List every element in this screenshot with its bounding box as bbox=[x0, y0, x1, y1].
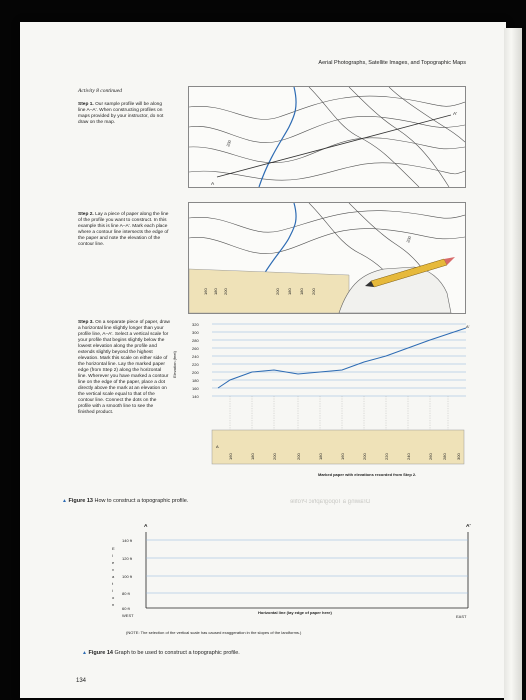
step-2-body: Lay a piece of paper along the line of the profile you want to construct. In this example this is line A–A′. Mark each place where a contour line intersects the edge of the paper and note the elevation of the contour line. bbox=[78, 212, 169, 247]
strip-mark: 240 bbox=[406, 453, 411, 460]
figure-13-y-ticks bbox=[192, 322, 199, 399]
figure-14-grid bbox=[146, 540, 468, 593]
strip-mark: 180 bbox=[287, 288, 292, 295]
y-axis-letter: t bbox=[112, 581, 114, 586]
y-tick: 220 bbox=[192, 362, 199, 367]
figure-13-grid bbox=[212, 324, 466, 396]
activity-title: Activity 8 continued bbox=[78, 88, 122, 94]
strip-mark: 260 bbox=[428, 453, 433, 460]
caption-triangle-icon: ▲ bbox=[82, 650, 87, 656]
figure-14-baseline-label: Horizontal line (lay edge of paper here) bbox=[258, 610, 332, 615]
show-through-text: Drawing a Topographic Profile bbox=[290, 499, 370, 505]
strip-mark: 200 bbox=[362, 453, 367, 460]
figure-14-east-label: EAST bbox=[456, 614, 467, 619]
strip-mark: 200 bbox=[223, 288, 228, 295]
y-axis-letter: E bbox=[112, 546, 115, 551]
figure-13-strip-caption: Marked paper with elevations recorded from Step 2. bbox=[318, 472, 417, 477]
y-tick: 160 bbox=[192, 386, 199, 391]
step-2-label: Step 2. bbox=[78, 212, 94, 217]
figure-13-point-a-prime: A′ bbox=[466, 324, 470, 329]
strip-mark: 280 bbox=[442, 453, 447, 460]
strip-mark: 160 bbox=[228, 453, 233, 460]
figure-13-point-a: A bbox=[216, 444, 219, 449]
figure-14-caption-label: Figure 14 bbox=[88, 650, 113, 656]
y-tick: 140 ft bbox=[122, 538, 133, 543]
y-axis-letter: a bbox=[112, 574, 115, 579]
step-1-text bbox=[78, 102, 170, 126]
y-tick: 180 bbox=[192, 378, 199, 383]
figure-13-caption-text: How to construct a topographic profile. bbox=[94, 498, 189, 504]
strip-mark: 180 bbox=[299, 288, 304, 295]
strip-mark: 200 bbox=[311, 288, 316, 295]
figure-14-y-ticks bbox=[122, 538, 133, 611]
figure-13-caption-label: Figure 13 bbox=[68, 498, 93, 504]
caption-triangle-icon: ▲ bbox=[62, 498, 67, 504]
map-step-1 bbox=[188, 86, 466, 188]
map-1-svg bbox=[189, 87, 465, 187]
hand-with-pencil-illustration bbox=[339, 257, 455, 313]
y-axis-letter: o bbox=[112, 595, 115, 600]
step-3-text bbox=[78, 320, 170, 416]
y-tick: 300 bbox=[192, 330, 199, 335]
page-number: 134 bbox=[76, 678, 87, 684]
figure-14-graph bbox=[58, 500, 478, 640]
figure-14-point-a: A bbox=[144, 524, 148, 529]
y-axis-letter: l bbox=[112, 553, 113, 558]
strip-mark: 200 bbox=[275, 288, 280, 295]
strip-mark: 180 bbox=[250, 453, 255, 460]
y-tick: 80 ft bbox=[122, 591, 130, 596]
step-3-label: Step 3. bbox=[78, 320, 94, 325]
figure-14-point-a-prime: A′ bbox=[466, 524, 471, 529]
strip-mark: 300 bbox=[456, 453, 461, 460]
map-1-point-a: A bbox=[211, 182, 215, 187]
strip-mark: 200 bbox=[272, 453, 277, 460]
y-tick: 200 bbox=[192, 370, 199, 375]
figure-14-y-axis-title bbox=[112, 546, 115, 607]
figure-13-y-axis-title: Elevation (feet) bbox=[172, 351, 177, 378]
contour-lines bbox=[189, 87, 465, 187]
step-1-body: Our sample profile will be along line A–A′. When constructing profiles on maps provided by your instructor, do not draw on the map. bbox=[78, 102, 164, 125]
figure-13-profile-line bbox=[218, 328, 466, 388]
textbook-page bbox=[20, 22, 506, 698]
strip-mark: 220 bbox=[384, 453, 389, 460]
map-2-svg bbox=[189, 203, 465, 313]
figure-14-note: (NOTE: The selection of the vertical scale has caused exaggeration in the slopes of the landforms.) bbox=[126, 630, 302, 635]
figure-14-west-label: WEST bbox=[122, 613, 134, 618]
strip-mark: 180 bbox=[318, 453, 323, 460]
map-1-contour-label: 200 bbox=[225, 139, 233, 148]
strip-mark: 200 bbox=[296, 453, 301, 460]
y-tick: 140 bbox=[192, 394, 199, 399]
strip-mark: 160 bbox=[340, 453, 345, 460]
figure-14-caption-text: Graph to be used to construct a topographic profile. bbox=[114, 650, 240, 656]
y-tick: 280 bbox=[192, 338, 199, 343]
y-tick: 320 bbox=[192, 322, 199, 327]
stream-line-2 bbox=[259, 203, 296, 283]
step-2-text bbox=[78, 212, 170, 248]
y-tick: 100 ft bbox=[122, 574, 133, 579]
y-axis-letter: v bbox=[112, 567, 114, 572]
y-tick: 60 ft bbox=[122, 606, 130, 611]
step-3-body: On a separate piece of paper, draw a horizontal line slightly longer than your profile line, A–A′. Select a vertical scale for your profile that begins slightly below the lowest elevation along the profile and extends slightly beyond the highest elevation. Mark this scale on either side of the horizontal line. Lay the marked paper edge (from Step 2) along the horizontal line. Wherever you have marked a contour line on the edge of the paper, place a dot directly above the mark at an elevation on the vertical scale equal to that of the contour line. Connect the dots on the profile with a smooth line to see the finished product. bbox=[78, 320, 171, 415]
running-header: Aerial Photographs, Satellite Images, and Topographic Maps bbox=[318, 60, 466, 66]
y-axis-letter: i bbox=[112, 588, 113, 593]
map-2-contour-label: 200 bbox=[405, 235, 413, 244]
y-axis-letter: e bbox=[112, 560, 115, 565]
y-tick: 240 bbox=[192, 354, 199, 359]
strip-mark: 180 bbox=[213, 288, 218, 295]
strip-mark: 160 bbox=[203, 288, 208, 295]
y-tick: 260 bbox=[192, 346, 199, 351]
y-tick: 120 ft bbox=[122, 556, 133, 561]
figure-13-graph bbox=[170, 318, 470, 494]
figure-14-caption bbox=[82, 650, 240, 656]
y-axis-letter: n bbox=[112, 602, 115, 607]
profile-line-a-a bbox=[217, 115, 451, 177]
step-1-label: Step 1. bbox=[78, 102, 94, 107]
map-1-point-a-prime: A′ bbox=[453, 112, 458, 117]
map-step-2 bbox=[188, 202, 466, 314]
page-stack-edge bbox=[504, 28, 522, 700]
